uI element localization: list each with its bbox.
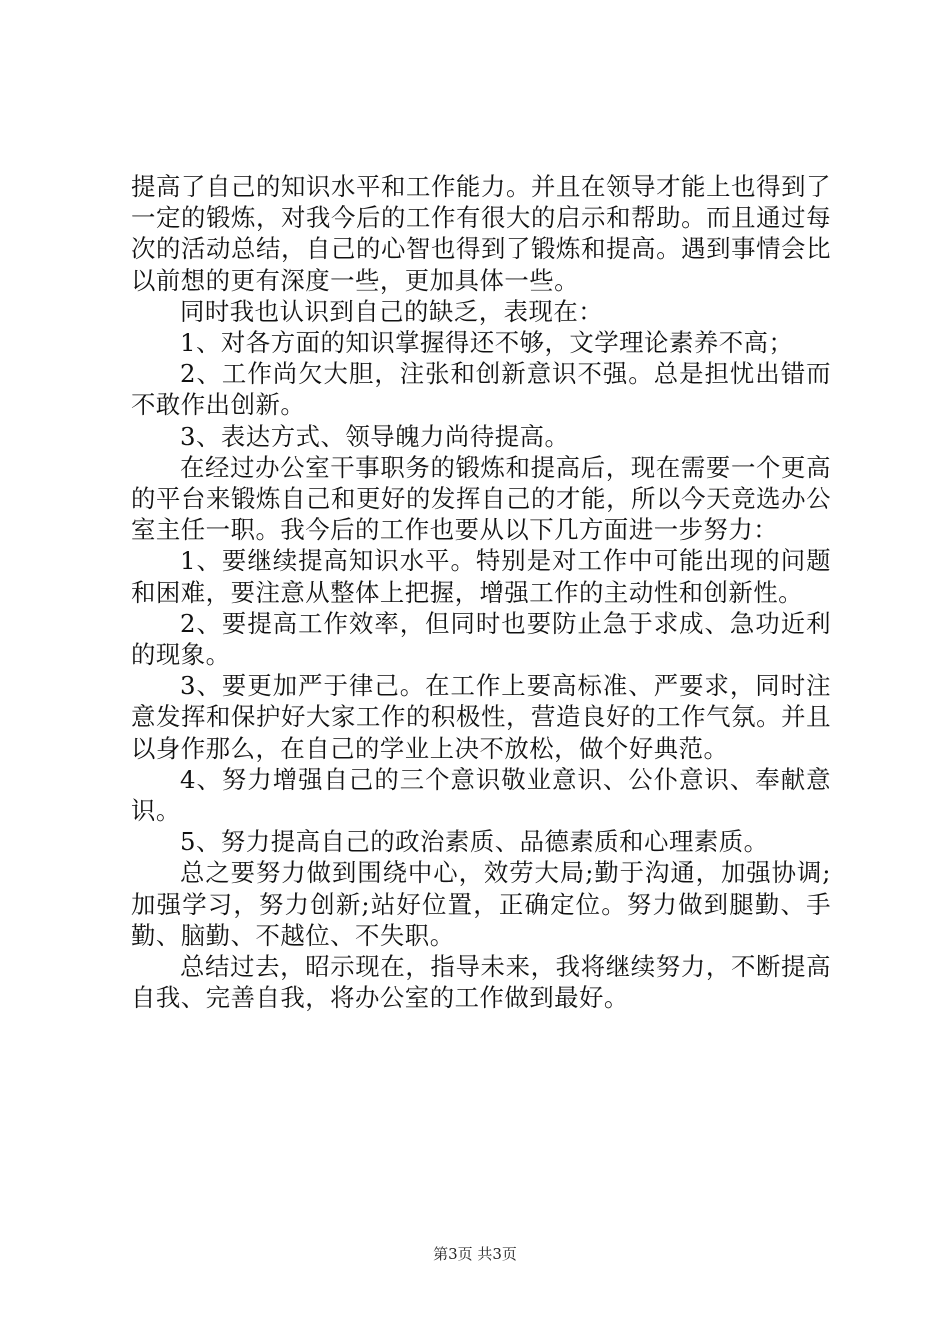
paragraph-conclusion: 总结过去，昭示现在，指导未来，我将继续努力，不断提高自我、完善自我，将办公室的工作做到最好。 (131, 952, 831, 1013)
paragraph-shortcoming-2: 2、工作尚欠大胆，注张和创新意识不强。总是担忧出错而不敢作出创新。 (131, 359, 831, 420)
paragraph-goal-1: 1、要继续提高知识水平。特别是对工作中可能出现的问题和困难，要注意从整体上把握，增强工作的主动性和创新性。 (131, 546, 831, 607)
page-footer (0, 1244, 950, 1264)
paragraph-goal-3: 3、要更加严于律己。在工作上要高标准、严要求，同时注意发挥和保护好大家工作的积极性，营造良好的工作气氛。并且以身作那么，在自己的学业上决不放松，做个好典范。 (131, 671, 831, 763)
paragraph-goal-5: 5、努力提高自己的政治素质、品德素质和心理素质。 (180, 827, 769, 857)
paragraph-shortcomings-intro: 同时我也认识到自己的缺乏，表现在： (180, 296, 604, 326)
paragraph-goal-4: 4、努力增强自己的三个意识敬业意识、公仆意识、奉献意识。 (131, 764, 831, 826)
paragraph-shortcoming-3: 3、表达方式、领导魄力尚待提高。 (180, 421, 570, 451)
paragraph-shortcoming-1: 1、对各方面的知识掌握得还不够，文学理论素养不高； (180, 328, 794, 358)
paragraph-continuation: 提高了自己的知识水平和工作能力。并且在领导才能上也得到了一定的锻炼，对我今后的工作有很大的启示和帮助。而且通过每次的活动总结，自己的心智也得到了锻炼和提高。遇到事情会比以前想的更有深度一些，更加具体一些。 (131, 172, 831, 295)
paragraph-goal-2: 2、要提高工作效率，但同时也要防止急于求成、急功近利的现象。 (131, 608, 831, 670)
paragraph-goals-intro: 在经过办公室干事职务的锻炼和提高后，现在需要一个更高的平台来锻炼自己和更好的发挥自己的才能，所以今天竞选办公室主任一职。我今后的工作也要从以下几方面进一步努力： (131, 452, 831, 545)
page-number-label: 第3页 共3页 (433, 1245, 517, 1263)
paragraph-summary: 总之要努力做到围绕中心，效劳大局;勤于沟通，加强协调;加强学习，努力创新;站好位置，正确定位。努力做到腿勤、手勤、脑勤、不越位、不失职。 (131, 858, 831, 950)
document-body (131, 171, 831, 1013)
